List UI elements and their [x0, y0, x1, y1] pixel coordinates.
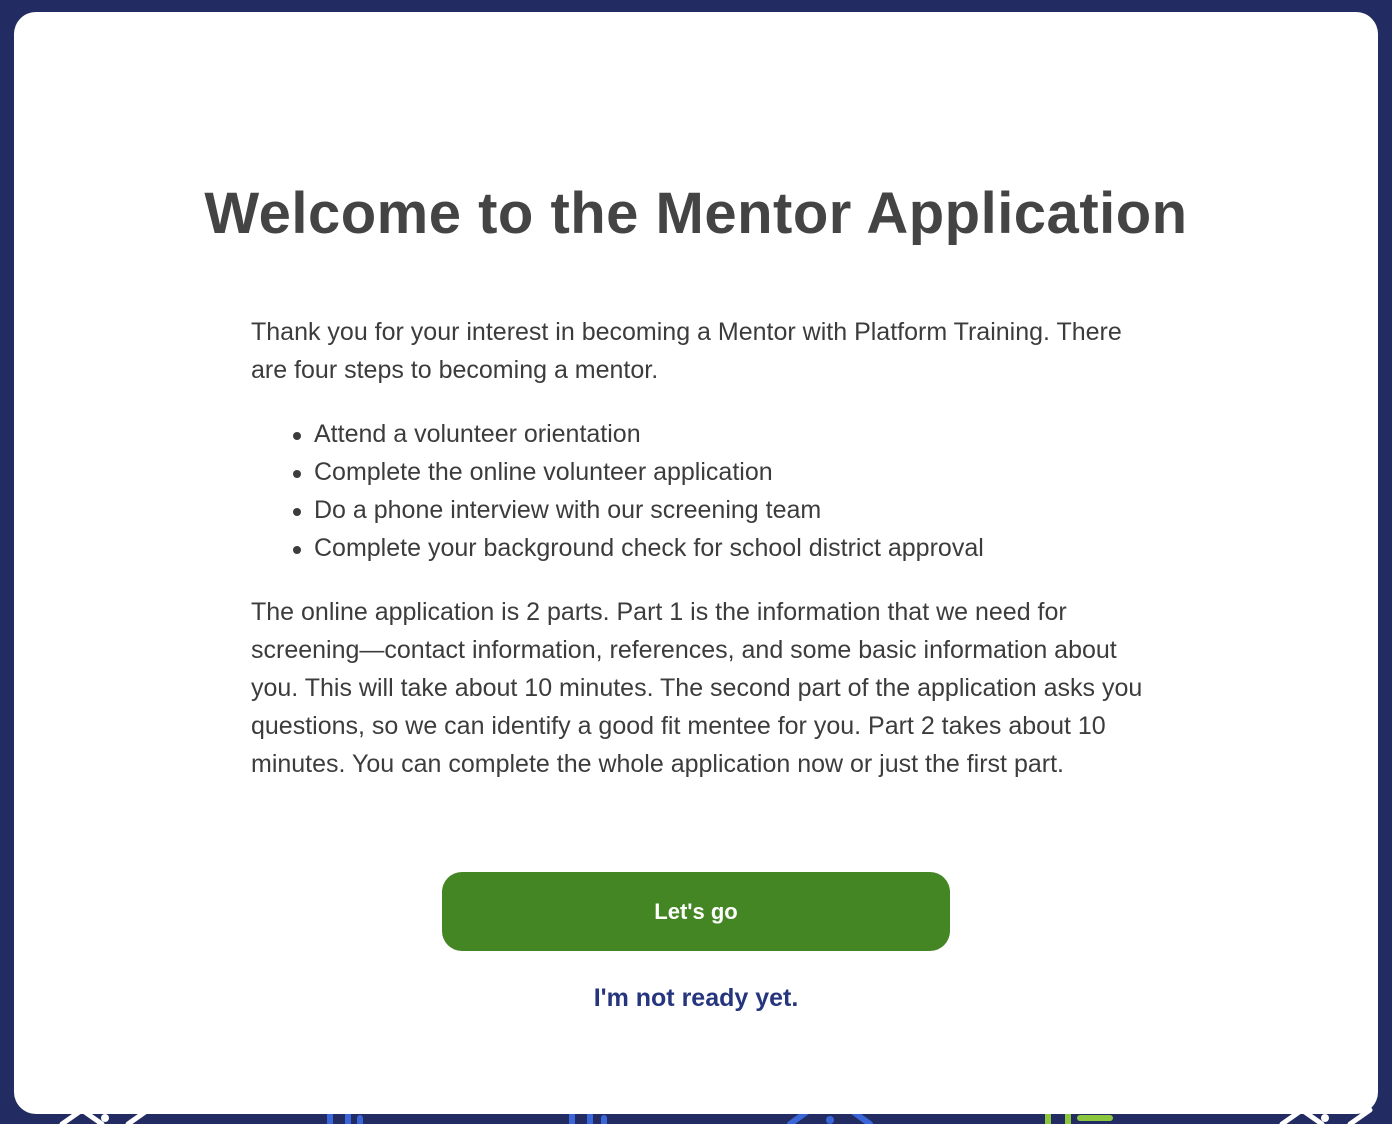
- step-text: Complete the online volunteer application: [314, 458, 773, 486]
- list-item: [314, 415, 1151, 453]
- welcome-modal: [14, 12, 1378, 1114]
- modal-title: Welcome to the Mentor Application: [204, 181, 1188, 246]
- lets-go-button[interactable]: Let's go: [442, 872, 950, 951]
- bullet-icon: [293, 546, 301, 554]
- step-text: Do a phone interview with our screening team: [314, 496, 822, 524]
- list-item: [314, 529, 1151, 567]
- details-paragraph: The online application is 2 parts. Part 1 is the information that we need for screening—contact information, references, and some basic information about you. This will take about 10 minutes. The second part of the application asks you questions, so we can identify a good fit mentee for you. Part 2 takes about 10 minutes. You can complete the whole application now or just the first part.: [251, 598, 1143, 778]
- intro-paragraph: Thank you for your interest in becoming a Mentor with Platform Training. There are four steps to becoming a mentor.: [251, 318, 1122, 384]
- bullet-icon: [293, 470, 301, 478]
- step-text: Complete your background check for school district approval: [314, 534, 984, 562]
- step-text: Attend a volunteer orientation: [314, 420, 641, 448]
- modal-content: [251, 313, 1151, 783]
- bullet-icon: [293, 432, 301, 440]
- bullet-icon: [293, 508, 301, 516]
- not-ready-link[interactable]: I'm not ready yet.: [593, 984, 799, 1012]
- list-item: [314, 453, 1151, 491]
- steps-list: [251, 415, 1151, 567]
- list-item: [314, 491, 1151, 529]
